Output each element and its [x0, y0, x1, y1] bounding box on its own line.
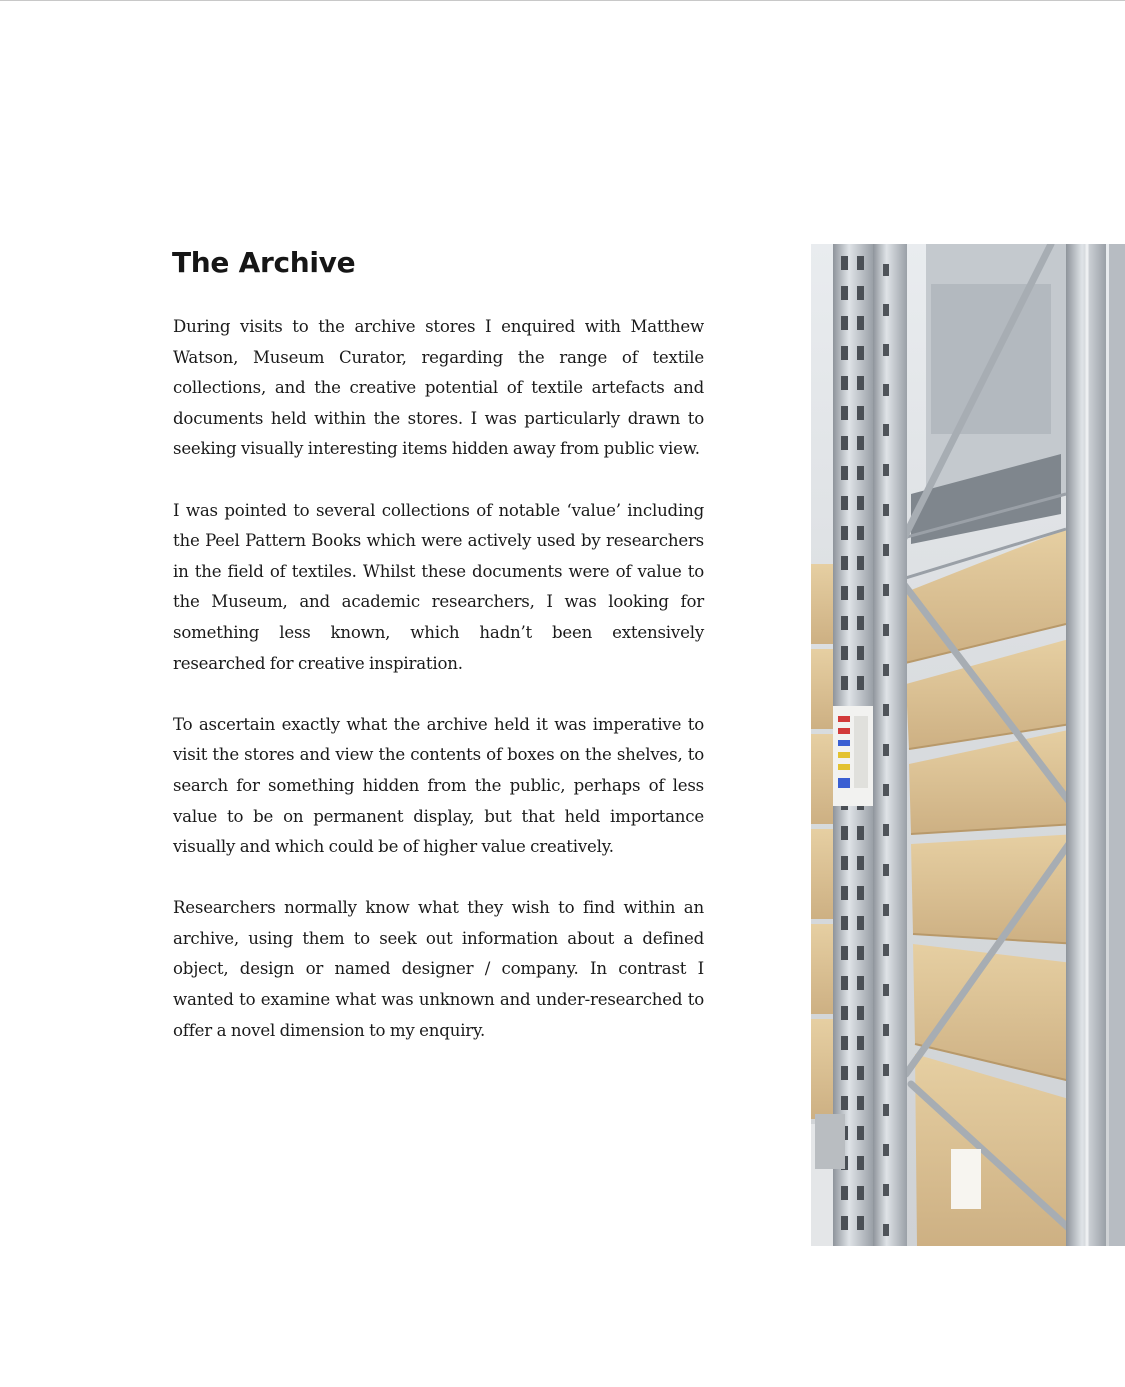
paragraph-1: During visits to the archive stores I enquired with Matthew Watson, Museum Curator, regarding the range of textile collections, and the creative potential of textile artefacts and documents held within the stores. I was particularly drawn to seeking visually interesting items hidden away from public view. [173, 317, 704, 459]
paragraph-2: I was pointed to several collections of notable ‘value’ including the Peel Pattern Books which were actively used by researchers in the field of textiles. Whilst these documents were of value to the Museum, and academic researchers, I was looking for something less known, which hadn’t been extensively researched for creative inspiration. [173, 500, 704, 673]
page-title: The Archive [172, 246, 356, 279]
body-text [173, 312, 704, 1077]
archive-shelving-photo [811, 244, 1125, 1246]
paragraph-3: To ascertain exactly what the archive held it was imperative to visit the stores and view the contents of boxes on the shelves, to search for something hidden from the public, perhaps of less value to be on permanent display, but that held importance visually and which could be of higher value creatively. [173, 714, 704, 857]
top-divider [0, 0, 1125, 1]
paragraph-4: Researchers normally know what they wish to find within an archive, using them to seek out information about a defined object, design or named designer / company. In contrast I wanted to examine what was unknown and under-researched to offer a novel dimension to my enquiry. [173, 898, 704, 1040]
